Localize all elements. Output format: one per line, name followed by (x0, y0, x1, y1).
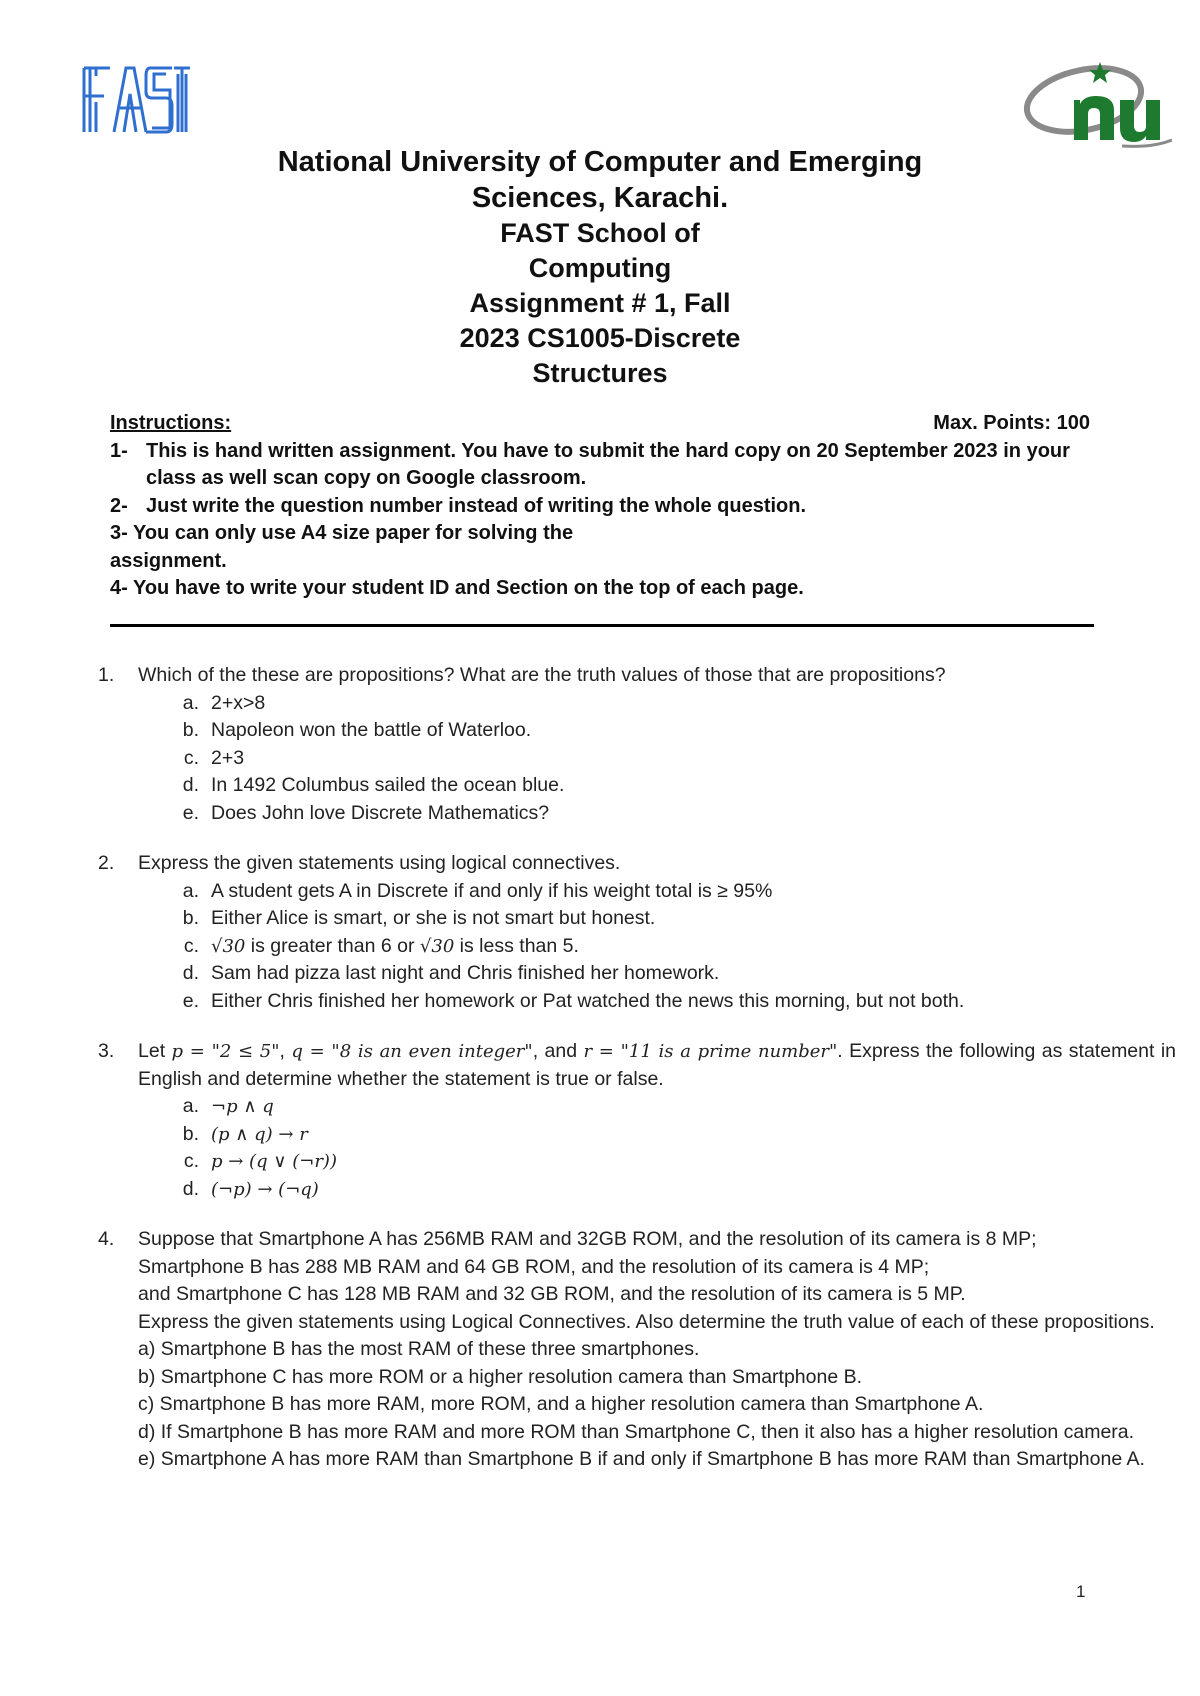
document-header (0, 144, 1200, 391)
question-1 (96, 662, 1176, 827)
question-part: b. Either Alice is smart, or she is not smart but honest. (182, 907, 656, 929)
question-part: a. ¬p ∧ q (182, 1095, 274, 1117)
question-2 (96, 850, 1176, 1015)
instruction-item: assignment. (110, 549, 227, 572)
question-part: b. (p ∧ q) → r (182, 1122, 308, 1145)
question-3 (96, 1038, 1176, 1203)
question-part: d. Sam had pizza last night and Chris finished her homework. (182, 962, 720, 984)
instructions-section (110, 410, 1090, 603)
question-line: Express the given statements using Logical Connectives. Also determine the truth value of each of these propositions. (138, 1310, 1155, 1333)
question-line: and Smartphone C has 128 MB RAM and 32 GB ROM, and the resolution of its camera is 5 MP. (138, 1283, 966, 1305)
nu-logo (1022, 60, 1172, 150)
question-part: e. Either Chris finished her homework or Pat watched the news this morning, but not both. (182, 989, 965, 1012)
question-part: c. √30 is greater than 6 or √30 is less than 5. (183, 934, 579, 957)
question-part: d. (¬p) → (¬q) (182, 1177, 319, 1200)
question-number: 1. (98, 664, 115, 686)
course-line: 2023 CS1005-Discrete (459, 323, 741, 353)
question-part: e. Does John love Discrete Mathematics? (182, 801, 550, 824)
course-line-2: Structures (532, 358, 668, 388)
question-part: d. In 1492 Columbus sailed the ocean blue. (182, 774, 565, 796)
question-line: e) Smartphone A has more RAM than Smartphone B if and only if Smartphone B has more RAM than Smartphone A. (138, 1448, 1145, 1470)
horizontal-divider (110, 624, 1094, 627)
instruction-item: 4- You have to write your student ID and Section on the top of each page. (110, 577, 804, 599)
question-text: Let p = "2 ≤ 5", q = "8 is an even integer", and r = "11 is a prime number". Express the following as statement in English and determine whether the statement is true or false. (138, 1040, 1177, 1090)
question-part: a. A student gets A in Discrete if and only if his weight total is ≥ 95% (182, 879, 773, 902)
instruction-item: 3- You can only use A4 size paper for solving the (110, 522, 574, 544)
question-4 (96, 1226, 1176, 1474)
page-number: 1 (1076, 1582, 1086, 1601)
question-part: a. 2+x>8 (182, 691, 266, 714)
max-points: Max. Points: 100 (933, 412, 1090, 434)
questions-section (96, 662, 1176, 1497)
question-number: 4. (98, 1228, 115, 1250)
question-part: b. Napoleon won the battle of Waterloo. (182, 719, 532, 741)
instruction-item: 2- Just write the question number instead of writing the whole question. (110, 494, 807, 517)
question-part: c. 2+3 (183, 746, 245, 769)
question-number: 3. (98, 1040, 115, 1062)
question-line: c) Smartphone B has more RAM, more ROM, and a higher resolution camera than Smartphone A. (138, 1393, 984, 1415)
school-line-2: Computing (528, 253, 672, 283)
question-number: 2. (98, 852, 115, 874)
question-line: d) If Smartphone B has more RAM and more ROM than Smartphone C, then it also has a higher resolution camera. (138, 1420, 1135, 1443)
university-name-line-1: National University of Computer and Emerging (277, 146, 923, 178)
school-line-1: FAST School of (500, 218, 700, 248)
instructions-heading: Instructions: (110, 412, 232, 434)
university-name-line-2: Sciences, Karachi. (471, 182, 729, 214)
instruction-item: 1- This is hand written assignment. You have to submit the hard copy on 20 September 2023 in your class as well scan copy on Google classroom. (110, 439, 1070, 489)
question-line: a) Smartphone B has the most RAM of these three smartphones. (138, 1338, 700, 1360)
fast-logo (80, 62, 192, 136)
question-line: Smartphone B has 288 MB RAM and 64 GB ROM, and the resolution of its camera is 4 MP; (138, 1255, 930, 1278)
question-line: Suppose that Smartphone A has 256MB RAM and 32GB ROM, and the resolution of its camera is 8 MP; (138, 1228, 1037, 1250)
question-text: Express the given statements using logical connectives. (138, 852, 621, 874)
question-text: Which of the these are propositions? What are the truth values of those that are propositions? (138, 664, 946, 686)
question-part: c. p → (q ∨ (¬r)) (183, 1150, 337, 1172)
question-line: b) Smartphone C has more ROM or a higher resolution camera than Smartphone B. (138, 1365, 863, 1388)
assignment-line: Assignment # 1, Fall (469, 288, 731, 318)
